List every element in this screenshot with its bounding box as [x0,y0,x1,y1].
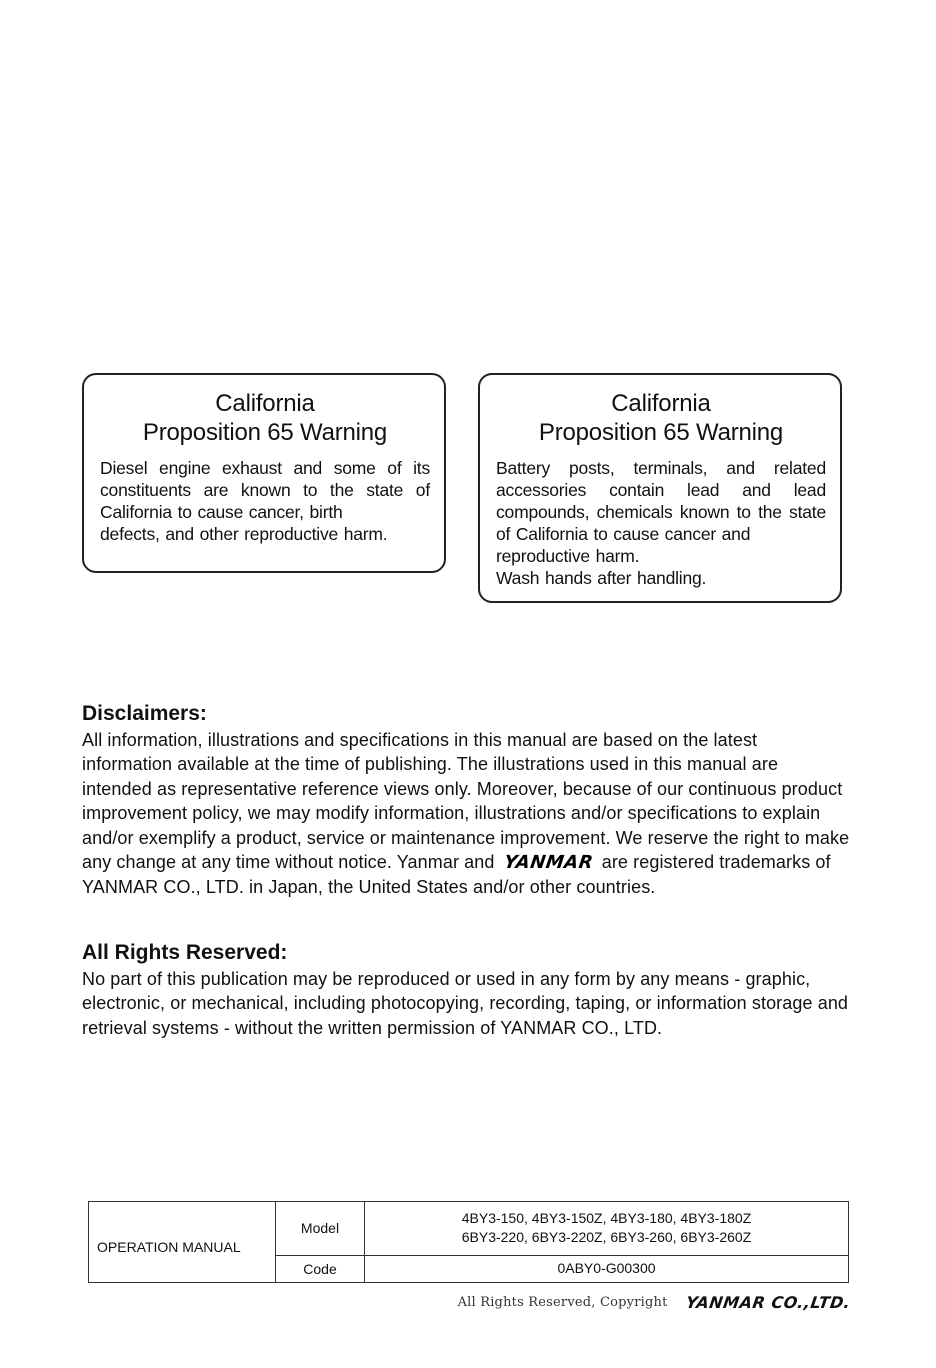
copyright-footer [440,1293,850,1312]
warning-body-last-line: defects, and other reproductive harm. [100,524,388,544]
warning-body-text: Battery posts, terminals, and related accessories contain lead and lead compounds, chemicals known to the state of California to cause cancer and [496,458,826,544]
warning-body [496,457,826,589]
prop65-warning-exhaust [82,373,446,573]
warning-title-line2: Proposition 65 Warning [538,419,784,446]
warning-body-last-line: reproductive harm. [496,546,640,566]
yanmar-logo: YANMAR [502,852,595,874]
warning-title-line2: Proposition 65 Warning [142,419,388,446]
warning-body-text: Diesel engine exhaust and some of its constituents are known to the state of California to cause cancer, birth [100,458,430,522]
manual-info-table [88,1201,849,1283]
company-logo: YANMAR CO.,LTD. [684,1293,852,1312]
warning-title [100,389,430,447]
disclaimers-heading: Disclaimers: [82,702,207,725]
manual-type-cell: OPERATION MANUAL [89,1202,276,1283]
code-label-cell: Code [276,1255,365,1282]
copyright-text: All Rights Reserved, Copyright [457,1295,668,1310]
disclaimers-section [82,701,852,900]
disclaimers-text-part2: are registered trademarks of YANMAR CO., LTD. in Japan, the United States and/or other countries. [82,852,831,898]
rights-text: No part of this publication may be reproduced or used in any form by any means - graphic, electronic, or mechanical, including photocopying, recording, taping, or information storage and retrieval systems - without the written permission of YANMAR CO., LTD. [82,969,849,1038]
disclaimers-text [82,728,852,900]
model-line1: 4BY3-150, 4BY3-150Z, 4BY3-180, 4BY3-180Z [461,1210,752,1227]
warning-title-line1: California [611,390,711,417]
code-value-cell: 0ABY0-G00300 [365,1255,849,1282]
rights-heading: All Rights Reserved: [82,941,288,964]
model-value-cell [365,1202,849,1256]
warning-body-extra-line: Wash hands after handling. [496,568,707,588]
warning-title [496,389,826,447]
table-row-model [89,1202,849,1256]
rights-section [82,940,852,1040]
model-label-cell: Model [276,1202,365,1256]
warning-title-line1: California [215,390,315,417]
prop65-warning-battery [478,373,842,603]
warning-body [100,457,430,545]
disclaimers-text-part1: All information, illustrations and specifications in this manual are based on the latest information available at the time of publishing. The illustrations used in this manual are intended as representative reference views only. Moreover, because of our continuous product improvement policy, we may modify information, illustrations and/or specifications to explain and/or exemplify a product, service or maintenance improvement. We reserve the right to make any change at any time without notice. Yanmar and [82,730,850,873]
model-line2: 6BY3-220, 6BY3-220Z, 6BY3-260, 6BY3-260Z [461,1229,752,1246]
